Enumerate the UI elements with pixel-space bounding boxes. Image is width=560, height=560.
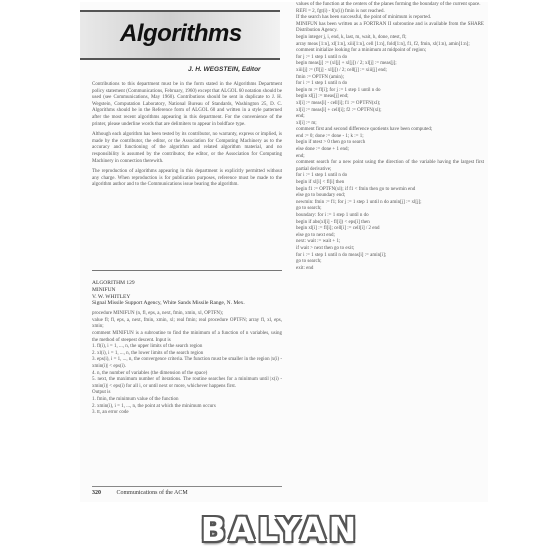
intro-paragraph: Contributions to this department must be in the form stated in the Algorithms Department policy statement (Communications, February, 1960) except that ALGOL 60 notation should be used (see Communications, May 1960). Contributions should be sent in duplicate to J. H. Wegstein, Computation Laboratory, National Bureau of Standards, Washington 25, D. C. Algorithms should be in the Reference form of ALGOL 60 and written in a style patterned after the most recent algorithms appearing in this department. For the convenience of the printer, please underline words that are delimiters to appear in boldface type. (92, 82, 282, 127)
divider (92, 270, 282, 271)
code-line: If the search has been successful, the point of minimum is reported. (296, 15, 432, 21)
code-line: for i := 1 step 1 until n do (296, 173, 348, 179)
code-line: for i := 1 step 1 until n do meas[i] := amin[i]; (296, 252, 387, 258)
code-line: exit: end (296, 265, 314, 271)
code-line: else go to next end; (296, 232, 335, 238)
intro-paragraph: The reproduction of algorithms appearing in this department is explicitly permitted without any charge. When reproduction is for publication purposes, reference must be made to the algorithm author and to the Communications issue bearing the algorithm. (92, 169, 282, 188)
algorithm-line: value fl; fl, eps, a, next, fmin, xmin, xl; real fmin; real procedure OPTFN; array fl, xl, eps, xmin; (92, 317, 282, 330)
code-line: xiii[j] := (fl[j] - xl[j]) / 2; cell[j] := xiii[j] end; (296, 67, 387, 73)
algorithm-line: procedure MINIFUN (n, fl, eps, a, next, fmin, xmin, xl, OPTFN); (92, 311, 224, 317)
code-line: array meas [1:n], xl[1:n], xiii[1:n], cell [1:n], fold[1:n], f1, f2, fmin, xl(1:n), amin[1:n]; (296, 41, 470, 47)
code-line: MINIFUN has been written as a FORTRAN II subroutine and is available from the SHARE Distribution Agency. (296, 21, 484, 34)
algorithm-line: Output is (92, 390, 111, 396)
journal-page (80, 2, 488, 502)
code-line: begin xl[j] := meas[j] end; (296, 94, 349, 100)
code-line: begin if ntest > 0 then go to search (296, 140, 366, 146)
editor-line: J. H. WEGSTEIN, Editor (188, 66, 261, 73)
algorithm-name: MINIFUN (92, 286, 116, 293)
code-line: values of the function at the centers of the planes forming the boundary of the current space. (296, 2, 481, 7)
algorithm-line: 2. xmin(i), i = 1, ..., n, the point at which the minimum occurs (92, 403, 216, 409)
code-line: else go to boundary end; (296, 193, 346, 199)
code-line: if wait > next then go to exit; (296, 245, 355, 251)
code-line: begin m := fl[i]; for j := 1 step 1 until n do (296, 87, 381, 93)
code-line: go to search; (296, 259, 322, 265)
code-column (296, 2, 484, 272)
algorithm-author: V. W. WHITLEY (92, 293, 131, 300)
code-line: comment search for a new point using the direction of the variable having the largest first partial derivative; (296, 160, 484, 172)
code-line: go to search; (296, 206, 322, 212)
page-number: 320 (92, 490, 101, 496)
code-line: begin xl[i] := fl[i]; cell[i] := cell[i] / 2 end (296, 226, 380, 232)
algorithm-line: 5. next, the maximum number of iterations. The routine searches for a minimum until |x(i) - xmin(i)| < eps(i) for all i, or until next or more, whichever happens first. (92, 377, 282, 389)
code-line: end := 0; done := done - 1; k := 1; (296, 133, 364, 139)
page-title: Algorithms (120, 20, 242, 47)
code-line: fmin := OPTFN (amin); (296, 74, 344, 80)
algorithm-number: ALGORITHM 129 (92, 280, 135, 286)
code-line: begin f1 := OPTFN(xl); if f1 < fmin then go to newmin end (296, 186, 416, 192)
algorithm-line: 2. xl(i), i = 1, ..., n, the lower limits of the search region (92, 350, 204, 356)
intro-column (92, 82, 282, 193)
code-line: next: wait := wait + 1; (296, 239, 341, 245)
code-line: comment first and second difference quotients have been computed; (296, 127, 433, 133)
algorithm-affiliation: Signal Missile Support Agency, White Sands Missile Range, N. Mex. (92, 300, 245, 307)
algorithm-line: 4. n, the number of variables (the dimension of the space) (92, 370, 208, 376)
code-line: xl[i] := meas[i] - cell[i]; f1 := OPTFN(xl); (296, 100, 381, 106)
code-line: end; (296, 153, 305, 159)
algorithm-line: 1. fl(i), i = 1, ..., n, the upper limits of the search region (92, 344, 203, 350)
algorithm-body (92, 311, 282, 417)
algorithm-line: 3. tt, an error code (92, 410, 129, 416)
code-line: comment initialize looking for a minimum at midpoint of region; (296, 48, 427, 54)
code-line: xl[i] := meas[i] + cell[i]; f2 := OPTFN(xl); (296, 107, 382, 113)
code-line: newmin: fmin := f1; for j := 1 step 1 until n do amin[j] := xl[j]; (296, 199, 422, 205)
algorithm-column (92, 280, 282, 417)
algorithm-line: 1. fmin, the minimum value of the function (92, 396, 179, 402)
code-line: begin meas[j] := (xl[j] + xl[j]) / 2; xl[j] := meas[j]; (296, 61, 397, 67)
code-line: end; (296, 114, 305, 120)
code-line: begin if abs(xl[i] - fl[i]) < eps[i] then (296, 219, 370, 225)
footer-divider (92, 486, 282, 487)
code-line: else done := done + 1 end; (296, 147, 349, 153)
journal-name: Communications of the ACM (116, 490, 188, 496)
intro-paragraph: Although each algorithm has been tested by its contributor, no warranty, express or implied, is made by the contributor, the editor, or the Association for Computing Machinery as to the accuracy and functioning of the algorithm and related algorithm material, and no responsibility is assumed by the contributor, the editor, or the Association for Computing Machinery in connection therewith. (92, 132, 282, 164)
code-line: REFI = 2, fgt(i) - f(x(i)) fmin is not reached. (296, 8, 385, 14)
watermark: BALYAN (200, 510, 360, 549)
code-line: begin if xl[i] < fl[i] then (296, 180, 345, 186)
title-band (80, 10, 280, 60)
algorithm-line: comment MINIFUN is a subroutine to find the minimum of a function of n variables, using the method of steepest descent. Input is (92, 330, 282, 343)
code-line: for j := 1 step 1 until n do (296, 54, 348, 60)
code-line: begin integer j, i, end, k, last, m, wait, h, done, ntest, fl; (296, 34, 407, 40)
code-line: xl[i] := m; (296, 120, 317, 126)
algorithm-line: 3. eps(i), i = 1, ..., n, the convergence criteria. The function must be smaller in the region |x(i) - xmin(i)| < eps(i). (92, 357, 282, 369)
code-line: for i := 1 step 1 until n do (296, 81, 348, 87)
page-footer (92, 490, 188, 496)
code-line: boundary: for i := 1 step 1 until n do (296, 213, 369, 218)
